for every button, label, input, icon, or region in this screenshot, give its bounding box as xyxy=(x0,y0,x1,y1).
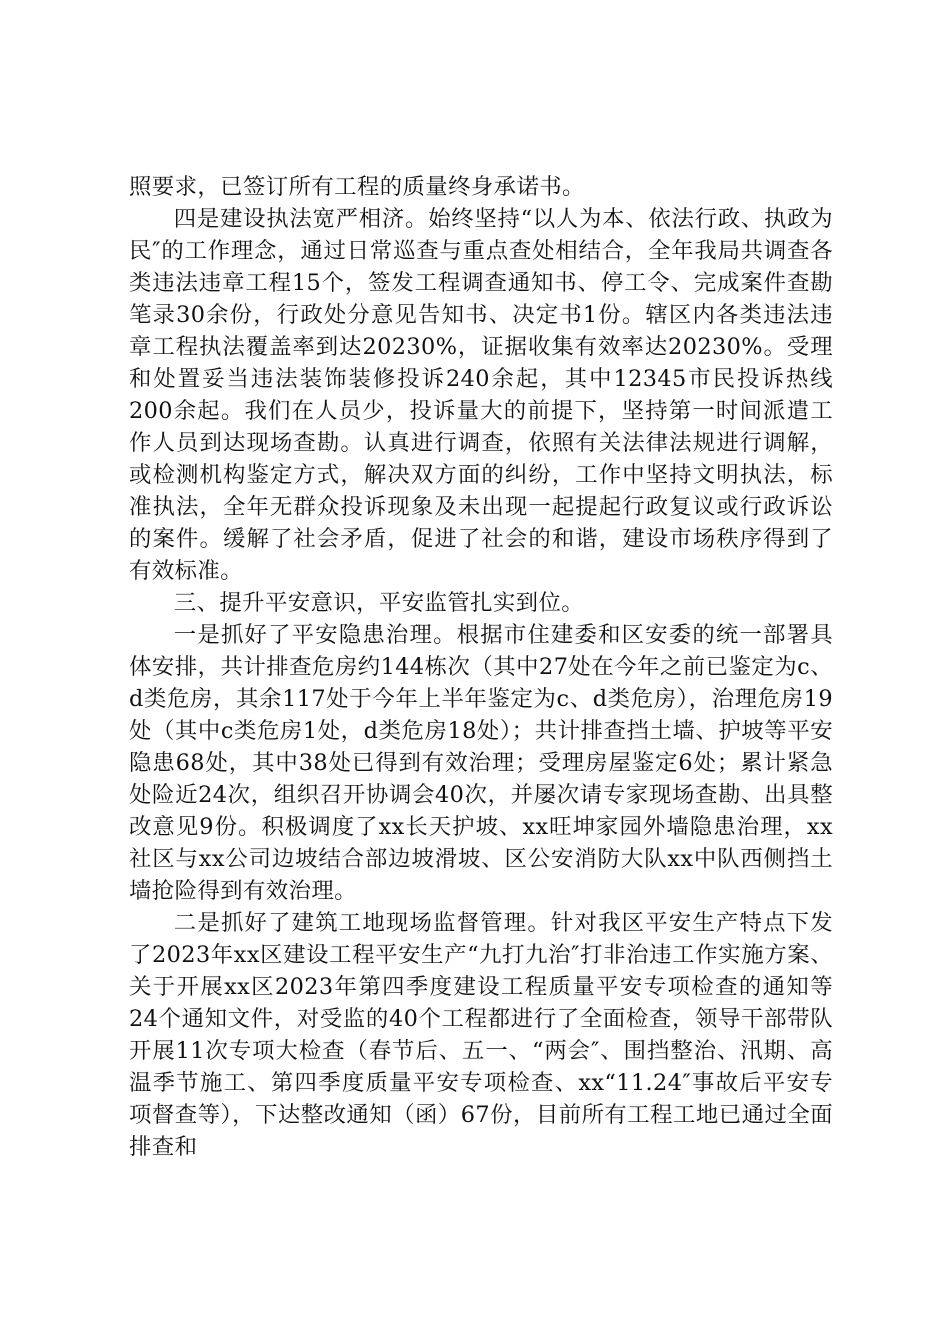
paragraph-enforcement: 四是建设执法宽严相济。始终坚持“以人为本、依法行政、执政为民″的工作理念，通过日常巡查与重点查处相结合，全年我局共调查各类违法违章工程15个，签发工程调查通知书、停工令、完成案件查勘笔录30余份，行政处分意见告知书、决定书1份。辖区内各类违法违章工程执法覆盖率到达20230%，证据收集有效率达20230%。受理和处置妥当违法装饰装修投诉240余起，其中12345市民投诉热线200余起。我们在人员少，投诉量大的前提下，坚持第一时间派遣工作人员到达现场查勘。认真进行调查，依照有关法律法规进行调解，或检测机构鉴定方式，解决双方面的纠纷，工作中坚持文明执法，标准执法，全年无群众投诉现象及未出现一起提起行政复议或行政诉讼的案件。缓解了社会矛盾，促进了社会的和谐，建设市场秩序得到了有效标准。 xyxy=(129,206,833,584)
paragraph-continuation: 照要求，已签订所有工程的质量终身承诺书。 xyxy=(129,174,585,200)
paragraph-hazard-governance: 一是抓好了平安隐患治理。根据市住建委和区安委的统一部署具体安排，共计排查危房约144栋次（其中27处在今年之前已鉴定为c、d类危房，其余117处于今年上半年鉴定为c、d类危房），治理危房19处（其中c类危房1处，d类危房18处）；共计排查挡土墙、护坡等平安隐患68处，其中38处已得到有效治理；受理房屋鉴定6处；累计紧急处险近24次，组织召开协调会40次，并屡次请专家现场查勘、出具整改意见9份。积极调度了xx长天护坡、xx旺坤家园外墙隐患治理，xx社区与xx公司边坡结合部边坡滑坡、区公安消防大队xx中队西侧挡土墙抢险得到有效治理。 xyxy=(129,622,833,904)
document-page xyxy=(129,171,833,1163)
paragraph-site-supervision: 二是抓好了建筑工地现场监督管理。针对我区平安生产特点下发了2023年xx区建设工程平安生产“九打九治″打非治违工作实施方案、关于开展xx区2023年第四季度建设工程质量平安专项检查的通知等24个通知文件，对受监的40个工程都进行了全面检查，领导干部带队开展11次专项大检查（春节后、五一、“两会″、围挡整治、汛期、高温季节施工、第四季度质量平安专项检查、xx“11.24″事故后平安专项督查等），下达整改通知（函）67份，目前所有工程工地已通过全面排查和 xyxy=(129,910,833,1160)
section-heading-safety: 三、提升平安意识，平安监管扎实到位。 xyxy=(173,590,585,616)
